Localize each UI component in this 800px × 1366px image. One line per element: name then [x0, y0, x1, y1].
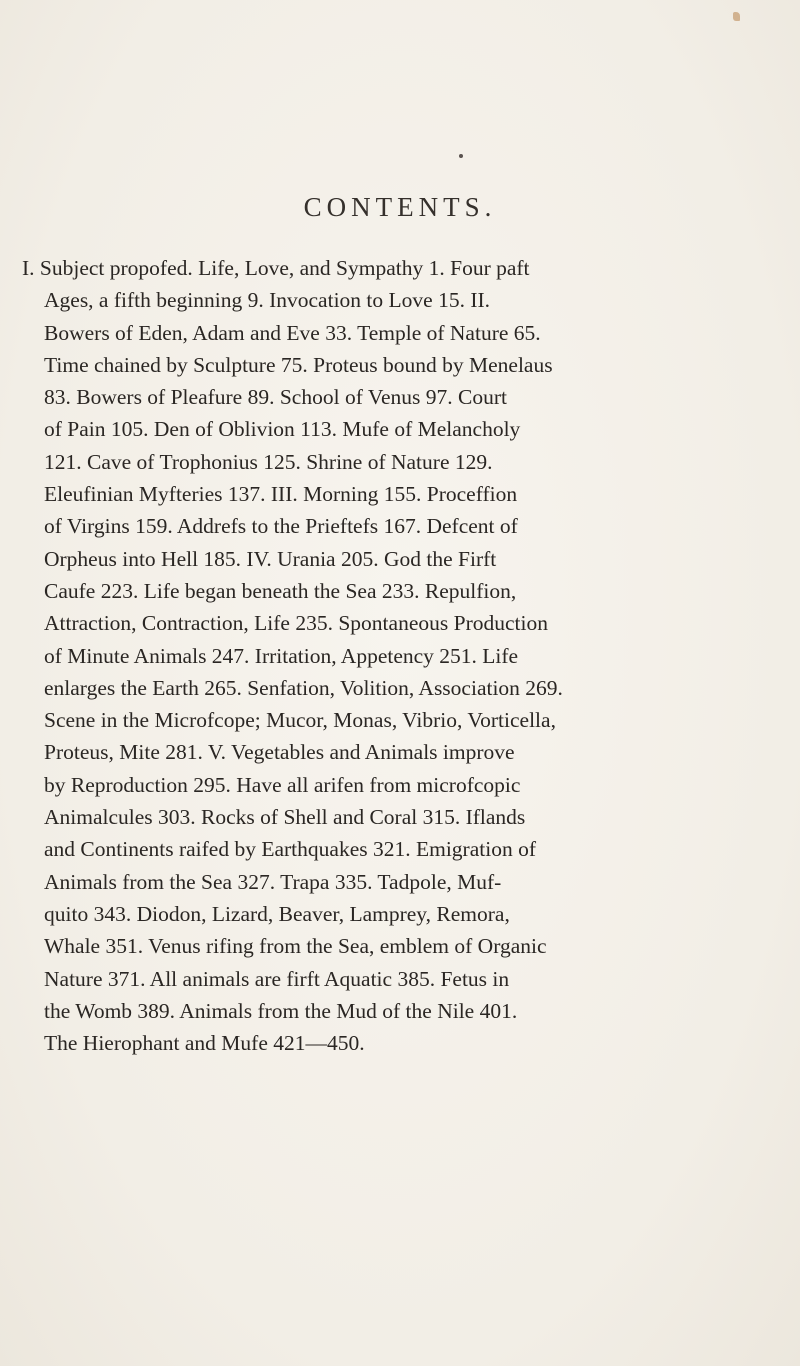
ink-mark — [733, 12, 740, 21]
contents-line: Caufe 223. Life began beneath the Sea 233. Repulfion, — [44, 578, 517, 603]
contents-line: and Continents raifed by Earthquakes 321. Emigration of — [44, 837, 536, 862]
contents-line: 121. Cave of Trophonius 125. Shrine of Nature 129. — [44, 449, 493, 474]
contents-line: Whale 351. Venus rifing from the Sea, emblem of Organic — [44, 934, 547, 959]
contents-line: of Minute Animals 247. Irritation, Appetency 251. Life — [44, 643, 519, 668]
contents-line: the Womb 389. Animals from the Mud of the Nile 401. — [44, 998, 518, 1023]
contents-line: Ages, a fifth beginning 9. Invocation to Love 15. II. — [44, 288, 491, 313]
contents-line: 83. Bowers of Pleafure 89. School of Venus 97. Court — [44, 385, 507, 410]
contents-line: by Reproduction 295. Have all arifen from microfcopic — [44, 772, 521, 797]
contents-line: The Hierophant and Mufe 421—450. — [44, 1031, 365, 1056]
contents-line: Time chained by Sculpture 75. Proteus bound by Menelaus — [44, 352, 553, 377]
page-title: CONTENTS. — [303, 192, 497, 222]
contents-line: I. Subject propofed. Life, Love, and Sympathy 1. Four paft — [22, 256, 530, 280]
contents-line: Animals from the Sea 327. Trapa 335. Tadpole, Muf- — [44, 869, 502, 894]
contents-line: Attraction, Contraction, Life 235. Spontaneous Production — [44, 611, 548, 636]
contents-line: Bowers of Eden, Adam and Eve 33. Temple of Nature 65. — [44, 320, 541, 345]
contents-line: Proteus, Mite 281. V. Vegetables and Animals improve — [44, 740, 515, 765]
contents-line: Animalcules 303. Rocks of Shell and Coral 315. Iflands — [44, 805, 526, 830]
contents-line: enlarges the Earth 265. Senfation, Volition, Association 269. — [44, 675, 563, 700]
contents-line: Nature 371. All animals are firft Aquatic 385. Fetus in — [44, 966, 510, 991]
contents-line: Orpheus into Hell 185. IV. Urania 205. God the Firft — [44, 546, 497, 571]
contents-line: of Pain 105. Den of Oblivion 113. Mufe of Melancholy — [44, 417, 521, 442]
ink-dot — [459, 154, 463, 158]
contents-line: quito 343. Diodon, Lizard, Beaver, Lamprey, Remora, — [44, 901, 510, 926]
contents-line: Scene in the Microfcope; Mucor, Monas, Vibrio, Vorticella, — [44, 708, 556, 733]
contents-line: Eleufinian Myfteries 137. III. Morning 155. Proceffion — [44, 482, 518, 507]
contents-paragraph — [22, 252, 782, 1059]
contents-line: of Virgins 159. Addrefs to the Prieftefs 167. Defcent of — [44, 514, 518, 539]
